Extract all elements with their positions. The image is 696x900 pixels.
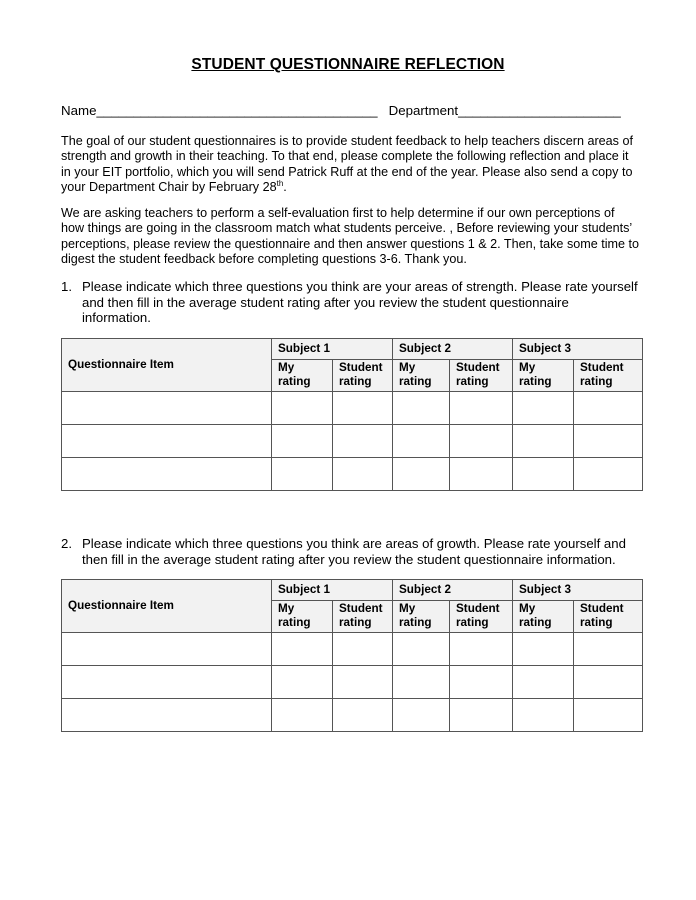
question-2-number: 2.	[61, 536, 72, 551]
student-rating-header: Student rating	[333, 601, 393, 633]
question-1	[61, 279, 641, 326]
table-cell[interactable]	[574, 425, 643, 458]
student-rating-header: Student rating	[450, 601, 513, 633]
page-title: STUDENT QUESTIONNAIRE REFLECTION	[191, 56, 505, 73]
table-cell[interactable]	[450, 666, 513, 699]
student-rating-header: Student rating	[450, 360, 513, 392]
department-blank: ______________________	[458, 103, 621, 118]
table-cell[interactable]	[62, 666, 272, 699]
name-department-line	[61, 103, 621, 118]
table-cell[interactable]	[393, 633, 450, 666]
table-cell[interactable]	[450, 458, 513, 491]
intro-paragraph-end: .	[283, 180, 287, 195]
table-cell[interactable]	[513, 458, 574, 491]
table-cell[interactable]	[272, 633, 333, 666]
table-cell[interactable]	[513, 392, 574, 425]
date-superscript: th	[276, 179, 284, 189]
question-1-number: 1.	[61, 279, 72, 294]
table-cell[interactable]	[574, 633, 643, 666]
strength-rating-table	[61, 338, 643, 491]
my-rating-header: My rating	[272, 601, 333, 633]
student-rating-header: Student rating	[333, 360, 393, 392]
table-cell[interactable]	[62, 458, 272, 491]
table-cell[interactable]	[272, 699, 333, 732]
my-rating-header: My rating	[513, 601, 574, 633]
instructions-paragraph: We are asking teachers to perform a self-evaluation first to help determine if our own perceptions of how things are going in the classroom match what students perceive. , Before reviewing your students’ perceptions, please review the questionnaire and then answer questions 1 & 2. Then, take some time to digest the student feedback before completing questions 3-6. Thank you.	[61, 206, 640, 267]
subject-1-header: Subject 1	[272, 580, 393, 601]
table-cell[interactable]	[272, 425, 333, 458]
table-cell[interactable]	[333, 666, 393, 699]
my-rating-header: My rating	[393, 601, 450, 633]
table-cell[interactable]	[272, 458, 333, 491]
table-cell[interactable]	[574, 392, 643, 425]
student-rating-header: Student rating	[574, 360, 643, 392]
table-row	[62, 699, 643, 732]
table-cell[interactable]	[333, 633, 393, 666]
table-row	[62, 458, 643, 491]
table-cell[interactable]	[272, 666, 333, 699]
table-cell[interactable]	[393, 666, 450, 699]
growth-rating-table	[61, 579, 643, 732]
table-row	[62, 425, 643, 458]
table-cell[interactable]	[450, 392, 513, 425]
table-cell[interactable]	[333, 392, 393, 425]
table-cell[interactable]	[272, 392, 333, 425]
questionnaire-item-header: Questionnaire Item	[62, 580, 272, 633]
table-cell[interactable]	[393, 425, 450, 458]
table-cell[interactable]	[393, 458, 450, 491]
department-label: Department	[388, 103, 459, 118]
subject-1-header: Subject 1	[272, 339, 393, 360]
subject-3-header: Subject 3	[513, 339, 643, 360]
table-cell[interactable]	[62, 699, 272, 732]
table-cell[interactable]	[450, 425, 513, 458]
table-cell[interactable]	[513, 699, 574, 732]
my-rating-header: My rating	[513, 360, 574, 392]
intro-paragraph-text: The goal of our student questionnaires is to provide student feedback to help teachers discern areas of strength and growth in their teaching. To that end, please complete the following reflection and place it in your EIT portfolio, which you will send Patrick Ruff at the end of the year. Please also send a copy to your Department Chair by February 28	[61, 134, 633, 195]
my-rating-header: My rating	[272, 360, 333, 392]
table-row	[62, 633, 643, 666]
table-cell[interactable]	[450, 699, 513, 732]
table-cell[interactable]	[574, 666, 643, 699]
table-cell[interactable]	[574, 699, 643, 732]
name-label: Name	[61, 103, 97, 118]
subject-2-header: Subject 2	[393, 580, 513, 601]
question-1-text: Please indicate which three questions you think are your areas of strength. Please rate yourself and then fill in the average student rating after you review the student questionnaire information.	[82, 279, 638, 326]
table-cell[interactable]	[333, 699, 393, 732]
table-cell[interactable]	[333, 458, 393, 491]
table-cell[interactable]	[513, 633, 574, 666]
student-rating-header: Student rating	[574, 601, 643, 633]
table-cell[interactable]	[450, 633, 513, 666]
table-cell[interactable]	[62, 425, 272, 458]
question-2	[61, 536, 641, 567]
my-rating-header: My rating	[393, 360, 450, 392]
table-row	[62, 666, 643, 699]
table-cell[interactable]	[513, 666, 574, 699]
table-cell[interactable]	[333, 425, 393, 458]
questionnaire-item-header: Questionnaire Item	[62, 339, 272, 392]
table-cell[interactable]	[62, 633, 272, 666]
name-blank: ______________________________________	[96, 103, 378, 118]
question-2-text: Please indicate which three questions you think are areas of growth. Please rate yourself and then fill in the average student rating after you review the student questionnaire information.	[82, 536, 626, 567]
table-cell[interactable]	[62, 392, 272, 425]
intro-paragraph	[61, 134, 641, 196]
table-cell[interactable]	[393, 392, 450, 425]
table-row	[62, 392, 643, 425]
subject-2-header: Subject 2	[393, 339, 513, 360]
table-cell[interactable]	[574, 458, 643, 491]
table-cell[interactable]	[513, 425, 574, 458]
subject-3-header: Subject 3	[513, 580, 643, 601]
table-cell[interactable]	[393, 699, 450, 732]
